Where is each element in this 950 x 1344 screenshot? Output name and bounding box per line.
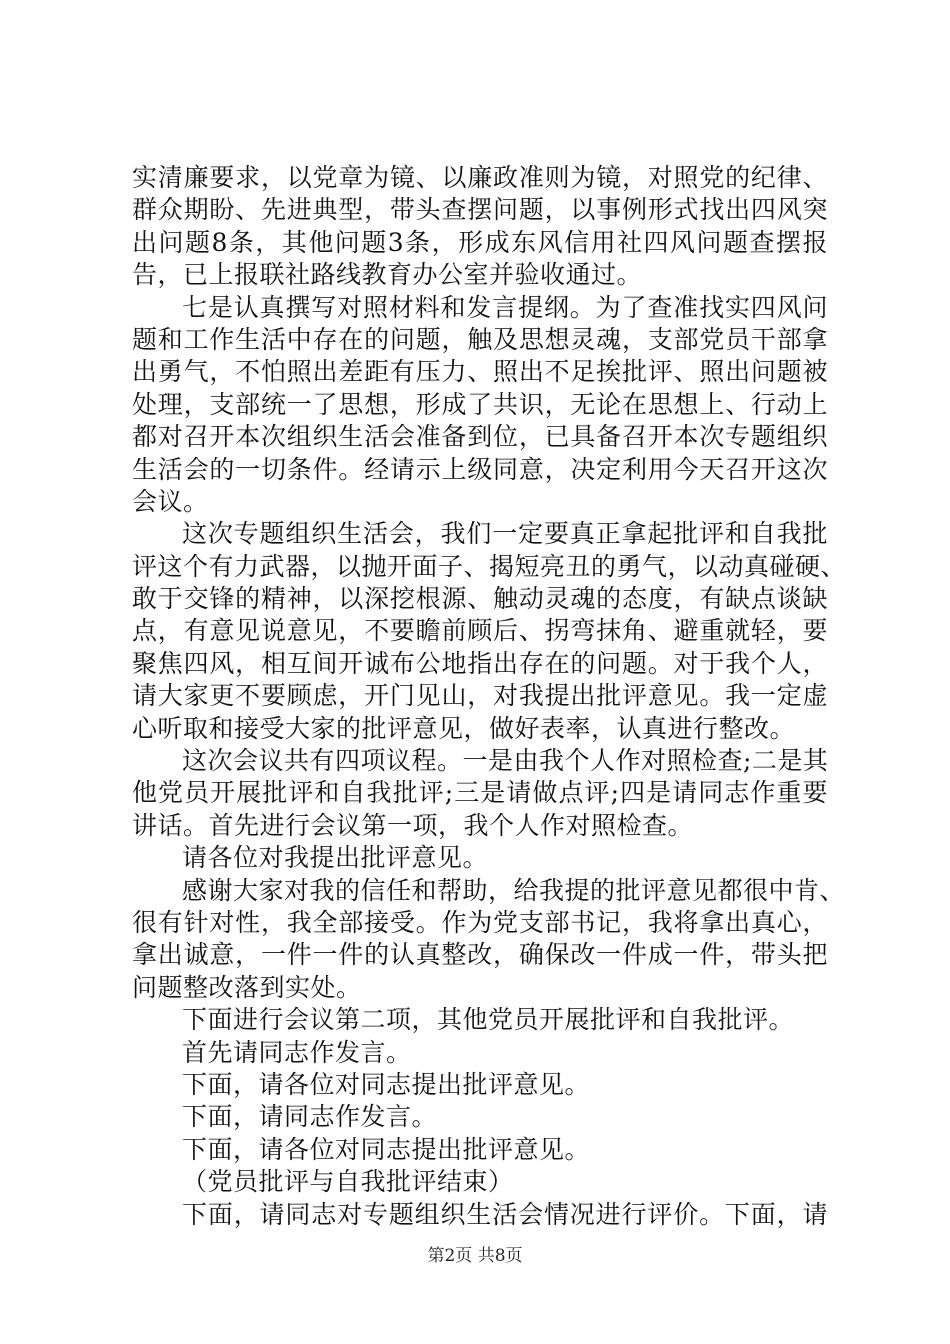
text-line: 首先请同志作发言。 bbox=[182, 1037, 412, 1067]
text-line: 下面，请各位对同志提出批评意见。 bbox=[182, 1134, 591, 1164]
text-line: 感谢大家对我的信任和帮助，给我提的批评意见都很中肯、 bbox=[182, 875, 846, 905]
text-line: 这次会议共有四项议程。一是由我个人作对照检查;二是其 bbox=[182, 746, 829, 776]
text-line: 这次专题组织生活会，我们一定要真正拿起批评和自我批 bbox=[182, 519, 828, 549]
page-footer: 第2页 共8页 bbox=[427, 1246, 523, 1266]
text-line: 告，已上报联社路线教育办公室并验收通过。 bbox=[132, 260, 643, 290]
text-line: 下面，请各位对同志提出批评意见。 bbox=[182, 1069, 591, 1099]
text-line: 题和工作生活中存在的问题，触及思想灵魂，支部党员干部拿 bbox=[132, 324, 828, 354]
text-line: 都对召开本次组织生活会准备到位，已具备召开本次专题组织 bbox=[132, 422, 828, 452]
text-line: （党员批评与自我批评结束） bbox=[182, 1167, 514, 1197]
text-line: 下面，请同志对专题组织生活会情况进行评价。下面，请 bbox=[182, 1199, 828, 1229]
document-body bbox=[132, 162, 847, 1231]
text-line: 处理，支部统一了思想，形成了共识，无论在思想上、行动上 bbox=[132, 389, 828, 419]
text-line: 聚焦四风，相互间开诚布公地指出存在的问题。对于我个人， bbox=[132, 648, 828, 678]
text-line: 拿出诚意，一件一件的认真整改，确保改一件成一件，带头把 bbox=[132, 940, 828, 970]
text-line: 请大家更不要顾虑，开门见山，对我提出批评意见。我一定虚 bbox=[132, 681, 828, 711]
text-line: 出勇气，不怕照出差距有压力、照出不足挨批评、照出问题被 bbox=[132, 357, 828, 387]
text-line: 很有针对性，我全部接受。作为党支部书记，我将拿出真心， bbox=[132, 907, 828, 937]
text-line: 他党员开展批评和自我批评;三是请做点评;四是请同志作重要 bbox=[132, 778, 828, 808]
text-line: 点，有意见说意见，不要瞻前顾后、拐弯抹角、避重就轻，要 bbox=[132, 616, 828, 646]
text-line: 敢于交锋的精神，以深挖根源、触动灵魂的态度，有缺点谈缺 bbox=[132, 584, 828, 614]
text-line: 七是认真撰写对照材料和发言提纲。为了查准找实四风问 bbox=[182, 292, 828, 322]
text-line: 下面，请同志作发言。 bbox=[182, 1102, 438, 1132]
text-line: 出问题8条，其他问题3条，形成东风信用社四风问题查摆报 bbox=[132, 227, 828, 257]
text-line: 会议。 bbox=[132, 486, 209, 516]
text-line: 群众期盼、先进典型，带头查摆问题，以事例形式找出四风突 bbox=[132, 195, 828, 225]
text-line: 讲话。首先进行会议第一项，我个人作对照检查。 bbox=[132, 810, 694, 840]
text-line: 评这个有力武器，以抛开面子、揭短亮丑的勇气，以动真碰硬、 bbox=[132, 551, 847, 581]
text-line: 请各位对我提出批评意见。 bbox=[182, 843, 489, 873]
text-line: 问题整改落到实处。 bbox=[132, 972, 362, 1002]
text-line: 实清廉要求，以党章为镜、以廉政准则为镜，对照党的纪律、 bbox=[132, 163, 828, 192]
text-line: 生活会的一切条件。经请示上级同意，决定利用今天召开这次 bbox=[132, 454, 828, 484]
text-line: 下面进行会议第二项，其他党员开展批评和自我批评。 bbox=[182, 1005, 795, 1035]
text-line: 心听取和接受大家的批评意见，做好表率，认真进行整改。 bbox=[132, 713, 796, 743]
